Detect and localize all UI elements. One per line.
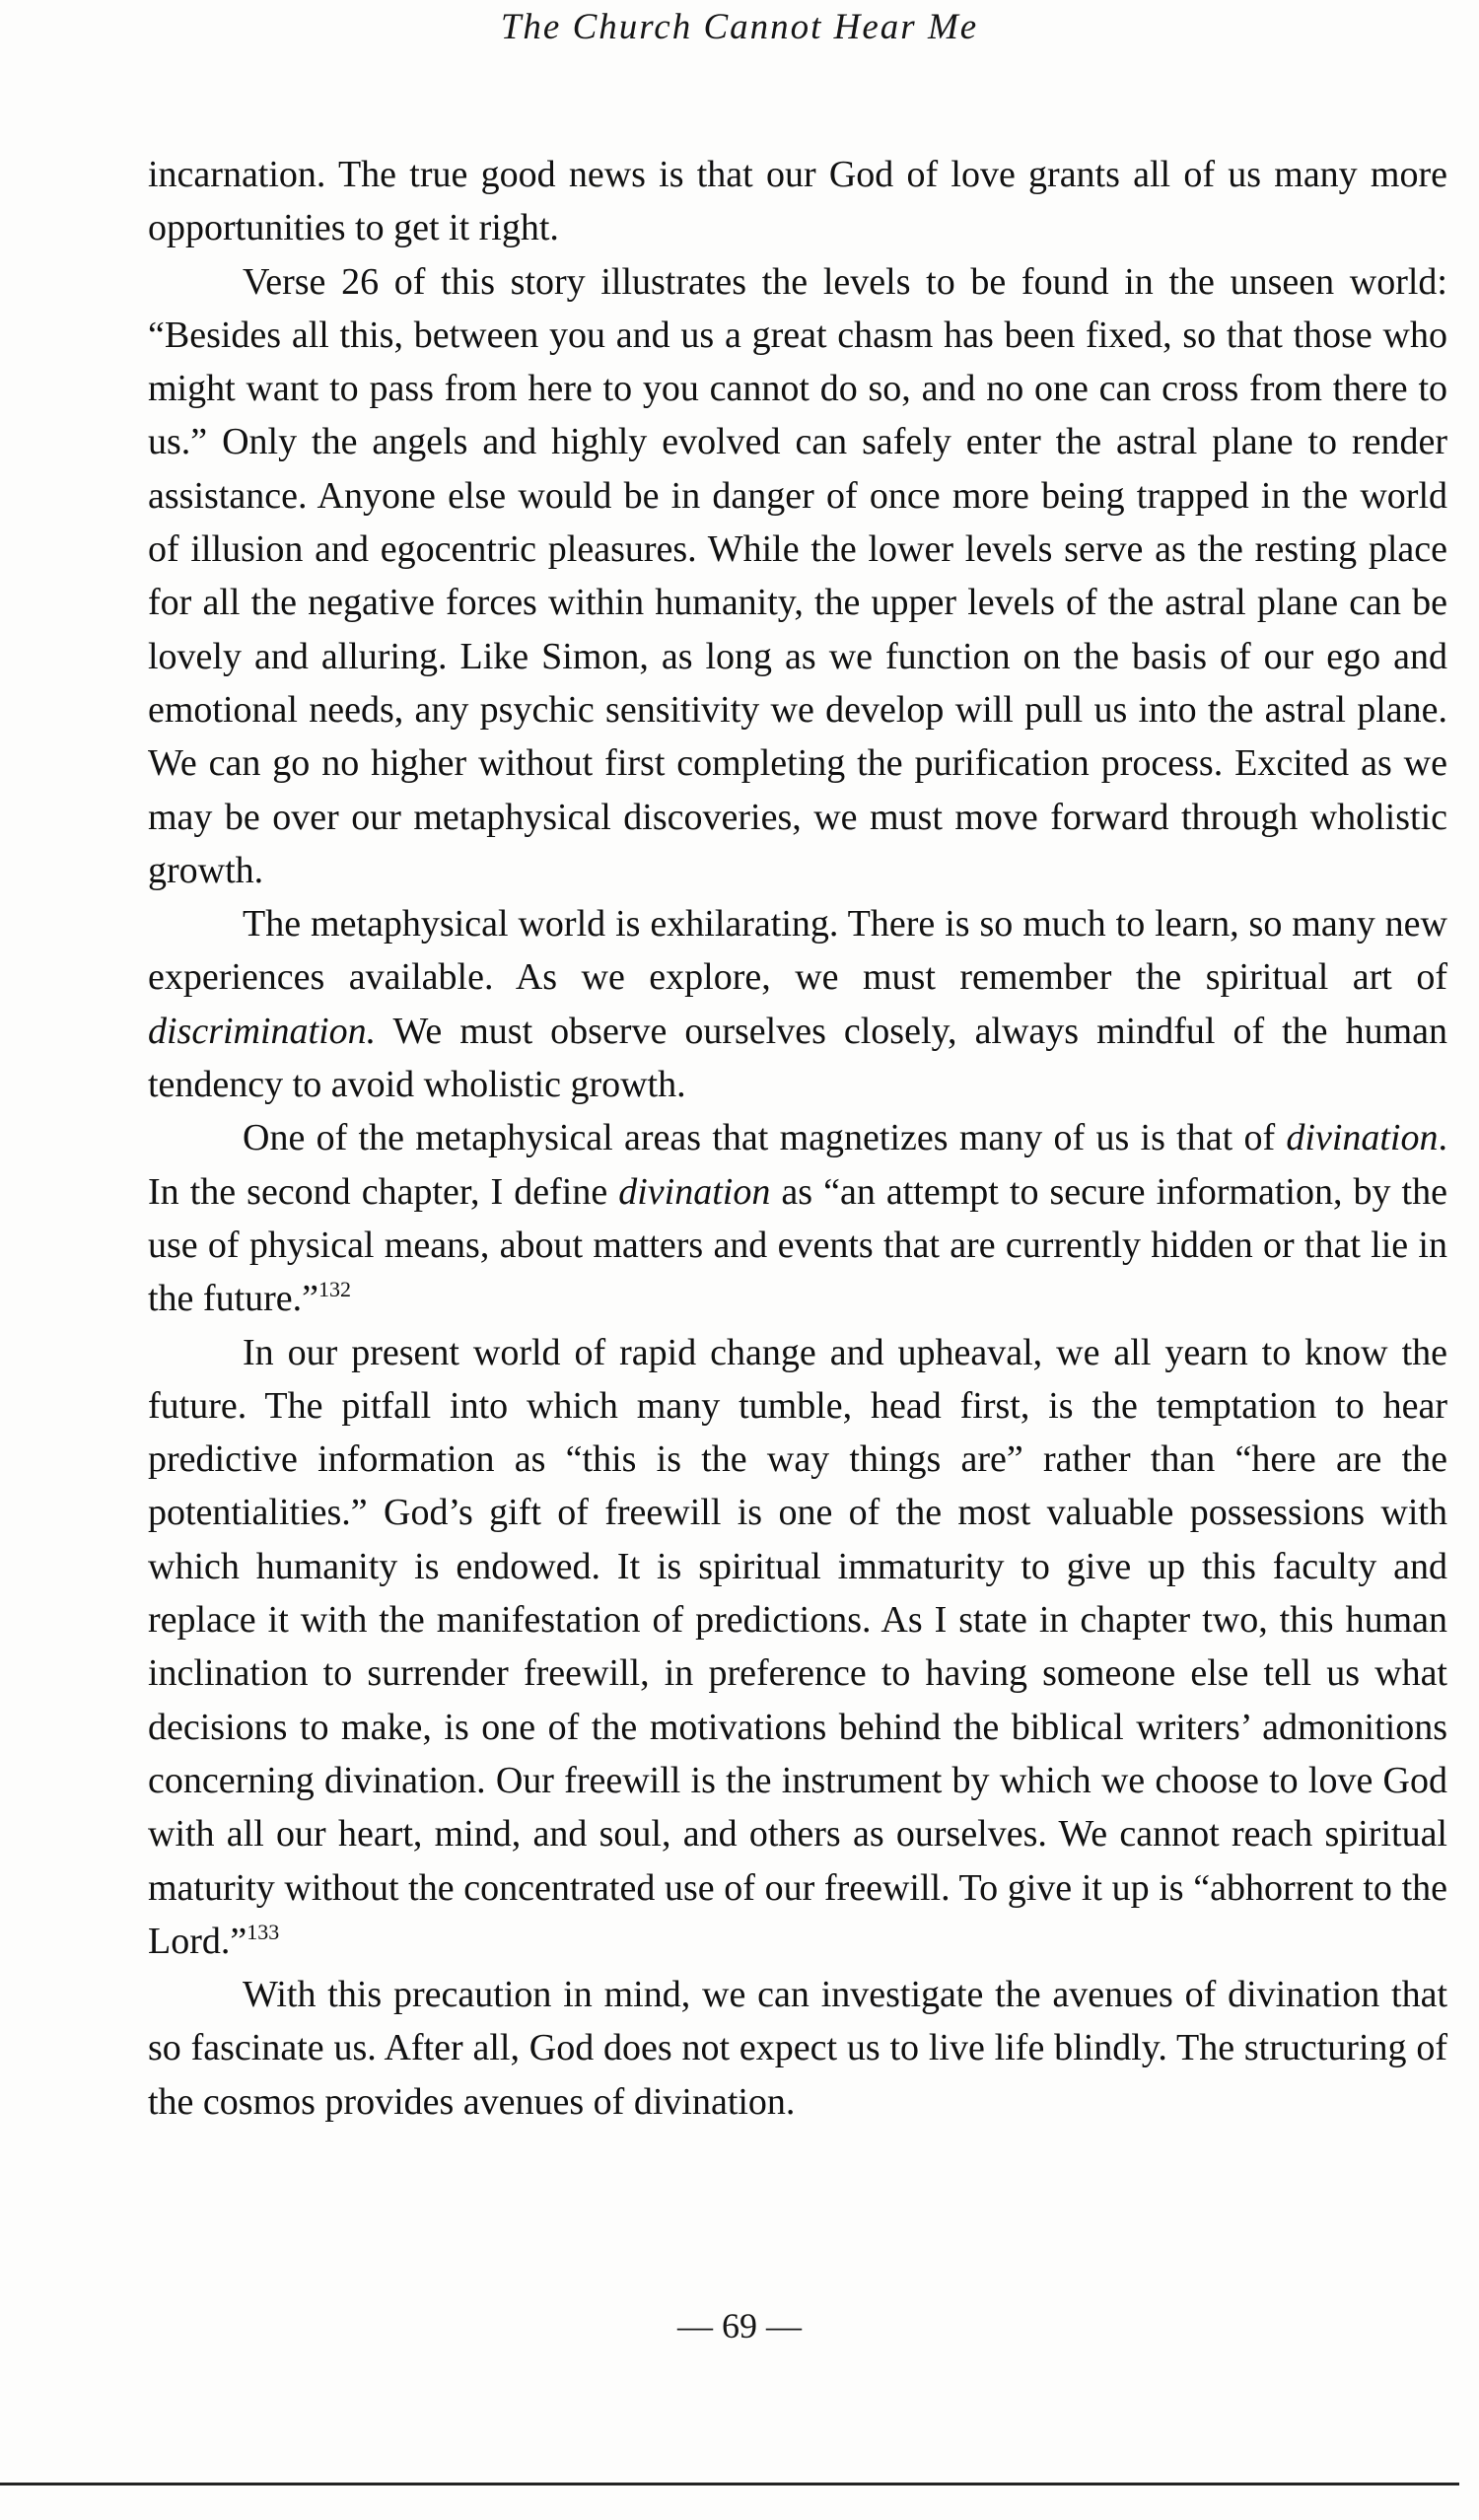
paragraph-4-italic-term-2: divination [618,1170,771,1213]
paragraph-3-text-after: We must observe ourselves closely, always mindful of the human tendency to avoid wholistic growth. [148,1010,1447,1106]
paragraph-4-italic-term-1: divination [1286,1117,1439,1159]
paragraph-3-text-before: The metaphysical world is exhilarating. There is so much to learn, so many new experiences available. As we explore, we must remember the spiritual art of [148,903,1447,999]
paragraph-6: With this precaution in mind, we can investigate the avenues of divination that so fascinate us. After all, God does not expect us to live life blindly. The structuring of the cosmos provides avenues of divination. [148,1974,1447,2123]
footnote-ref-133: 133 [246,1919,280,1944]
paragraph-4 [148,1111,1447,1325]
body-text [148,148,1447,2129]
paragraph-1: incarnation. The true good news is that our God of love grants all of us many more opportunities to get it right. [148,154,1447,249]
paragraph-5-text: In our present world of rapid change and upheaval, we all yearn to know the future. The pitfall into which many tumble, head first, is the temptation to hear predictive information as “this is the way things are” rather than “here are the potentialities.” God’s gift of freewill is one of the most valuable possessions with which humanity is endowed. It is spiritual immaturity to give up this faculty and replace it with the manifestation of predictions. As I state in chapter two, this human inclination to surrender freewill, in preference to having someone else tell us what decisions to make, is one of the motivations behind the biblical writers’ admonitions concerning divination. Our freewill is the instrument by which we choose to love God with all our heart, mind, and soul, and others as ourselves. We cannot reach spiritual maturity without the concentrated use of our freewill. To give it up is “abhorrent to the Lord.” [148,1331,1447,1962]
paragraph-3-italic-term: discrimination. [148,1010,377,1052]
paragraph-5 [148,1326,1447,1969]
paragraph-4-text-middle: . In the second chapter, I define [148,1117,1447,1213]
paragraph-4-text-before: One of the metaphysical areas that magnetizes many of us is that of [243,1117,1287,1159]
footer-rule [0,2483,1459,2485]
paragraph-4-text-after: as “an attempt to secure information, by the use of physical means, about matters and events that are currently hidden or that lie in the future.” [148,1170,1447,1320]
running-head: The Church Cannot Hear Me [500,7,979,47]
page-number: — 69 — [677,2306,802,2345]
footnote-ref-132: 132 [318,1277,352,1302]
paragraph-3 [148,897,1447,1111]
paragraph-2: Verse 26 of this story illustrates the levels to be found in the unseen world: “Besides all this, between you and us a great chasm has been fixed, so that those who might want to pass from here to you cannot do so, and no one can cross from there to us.” Only the angels and highly evolved can safely enter the astral plane to render assistance. Anyone else would be in danger of once more being trapped in the world of illusion and egocentric pleasures. While the lower levels serve as the resting place for all the negative forces within humanity, the upper levels of the astral plane can be lovely and alluring. Like Simon, as long as we function on the basis of our ego and emotional needs, any psychic sensitivity we develop will pull us into the astral plane. We can go no higher without first completing the purification process. Excited as we may be over our metaphysical discoveries, we must move forward through wholistic growth. [148,260,1447,891]
